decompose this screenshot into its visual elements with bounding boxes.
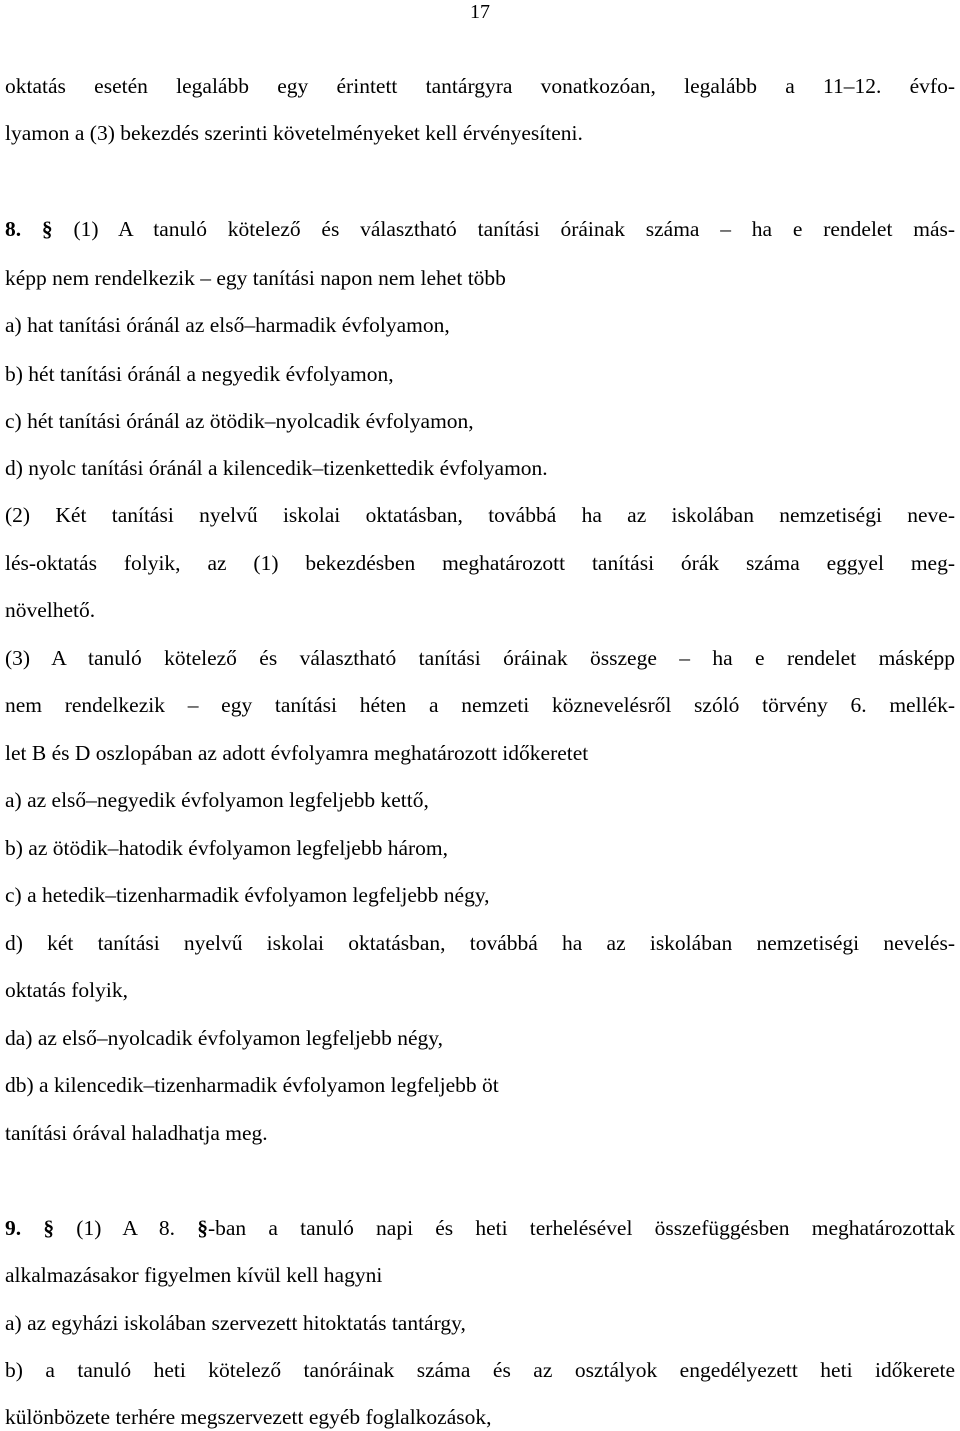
text-line: (3) A tanuló kötelező és választható tanítási óráinak összege – ha e rendelet másképp [5,646,955,670]
section-8-mark: § [41,217,53,241]
text-line: növelhető. [5,598,96,622]
page-number: 17 [470,1,490,23]
text-line: lés-oktatás folyik, az (1) bekezdésben meghatározott tanítási órák száma eggyel meg- [5,551,955,575]
section-9-mark: § [43,1216,55,1240]
text-line: oktatás esetén legalább egy érintett tantárgyra vonatkozóan, legalább a 11–12. évfo- [5,74,955,98]
section-8-text: (1) A tanuló kötelező és választható tanítási óráinak száma – ha e rendelet más- [73,217,956,241]
list-item: d) két tanítási nyelvű iskolai oktatásban, továbbá ha az iskolában nemzetiségi nevelés- [5,931,955,955]
section-9-text: -ban a tanuló napi és heti terhelésével összefüggésben meghatározottak [207,1216,956,1240]
list-item: c) a hetedik–tizenharmadik évfolyamon legfeljebb négy, [5,883,490,907]
text-line: képp nem rendelkezik – egy tanítási napon nem lehet több [5,266,506,290]
text-line: különbözete terhére megszervezett egyéb foglalkozások, [5,1405,492,1429]
text-line: alkalmazásakor figyelmen kívül kell hagyni [5,1263,383,1287]
section-9-first-line [5,1214,955,1242]
section-9-lead: (1) A 8. [76,1216,176,1240]
list-item: a) az egyházi iskolában szervezett hitoktatás tantárgy, [5,1311,466,1335]
list-item: c) hét tanítási óránál az ötödik–nyolcadik évfolyamon, [5,409,474,433]
text-line: tanítási órával haladhatja meg. [5,1121,268,1145]
section-8-number: 8. [5,217,22,241]
list-item: b) az ötödik–hatodik évfolyamon legfeljebb három, [5,836,449,860]
text-line: let B és D oszlopában az adott évfolyamra meghatározott időkeretet [5,741,589,765]
list-item: a) az első–negyedik évfolyamon legfeljebb kettő, [5,788,429,812]
list-item: d) nyolc tanítási óránál a kilencedik–tizenkettedik évfolyamon. [5,456,548,480]
section-9-number: 9. [5,1216,22,1240]
section-8-first-line [5,215,955,243]
list-item: b) hét tanítási óránál a negyedik évfolyamon, [5,362,394,386]
list-item: a) hat tanítási óránál az első–harmadik évfolyamon, [5,313,450,337]
list-item: da) az első–nyolcadik évfolyamon legfeljebb négy, [5,1026,443,1050]
list-item: b) a tanuló heti kötelező tanóráinak száma és az osztályok engedélyezett heti időkerete [5,1358,955,1382]
text-line: lyamon a (3) bekezdés szerinti követelményeket kell érvényesíteni. [5,121,583,145]
section-9-ref-mark: § [197,1216,208,1240]
text-line: (2) Két tanítási nyelvű iskolai oktatásban, továbbá ha az iskolában nemzetiségi neve- [5,503,955,527]
text-line: oktatás folyik, [5,978,129,1002]
text-line: nem rendelkezik – egy tanítási héten a nemzeti köznevelésről szóló törvény 6. mellék- [5,693,955,717]
list-item: db) a kilencedik–tizenharmadik évfolyamon legfeljebb öt [5,1073,499,1097]
